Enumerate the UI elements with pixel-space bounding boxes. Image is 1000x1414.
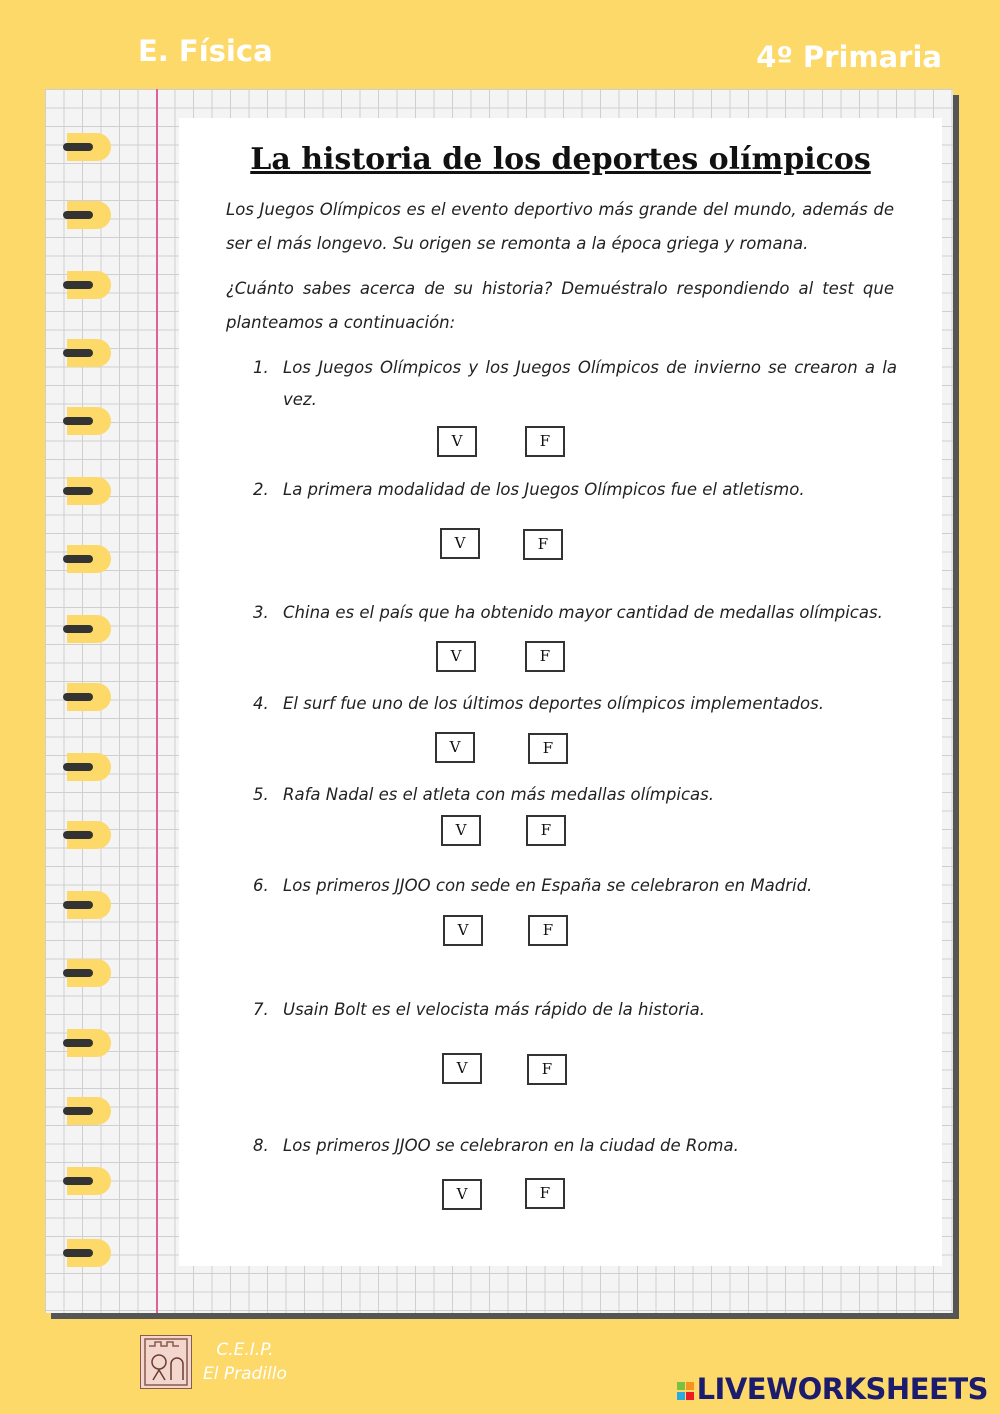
question-3	[253, 597, 897, 629]
false-checkbox-q6[interactable]: F	[528, 915, 568, 946]
false-checkbox-q8[interactable]: F	[525, 1178, 565, 1209]
true-checkbox-q1[interactable]: V	[437, 426, 477, 457]
spiral-ring	[67, 615, 111, 643]
true-checkbox-q4[interactable]: V	[435, 732, 475, 763]
question-number: 2.	[253, 480, 269, 499]
question-text: La primera modalidad de los Juegos Olímpicos fue el atletismo.	[283, 480, 805, 499]
question-text: El surf fue uno de los últimos deportes olímpicos implementados.	[283, 694, 824, 713]
intro-paragraph: ¿Cuánto sabes acerca de su historia? Demuéstralo respondiendo al test que planteamos a continuación:	[226, 279, 894, 332]
question-text: Usain Bolt es el velocista más rápido de la historia.	[283, 1000, 705, 1019]
true-checkbox-q5[interactable]: V	[441, 815, 481, 846]
false-checkbox-q2[interactable]: F	[523, 529, 563, 560]
question-5	[253, 779, 897, 811]
question-7	[253, 994, 897, 1026]
question-number: 3.	[253, 603, 269, 622]
false-checkbox-q7[interactable]: F	[527, 1054, 567, 1085]
question-8	[253, 1130, 897, 1162]
spiral-ring	[67, 1239, 111, 1267]
spiral-ring	[67, 1029, 111, 1057]
liveworksheets-brand[interactable]	[677, 1372, 988, 1406]
spiral-ring	[67, 477, 111, 505]
false-checkbox-q3[interactable]: F	[525, 641, 565, 672]
spiral-ring	[67, 545, 111, 573]
false-checkbox-q5[interactable]: F	[526, 815, 566, 846]
question-number: 8.	[253, 1136, 269, 1155]
question-text: Los primeros JJOO se celebraron en la ciudad de Roma.	[283, 1136, 739, 1155]
true-checkbox-q3[interactable]: V	[436, 641, 476, 672]
question-text: China es el país que ha obtenido mayor cantidad de medallas olímpicas.	[283, 603, 883, 622]
true-checkbox-q8[interactable]: V	[442, 1179, 482, 1210]
intro-paragraph: Los Juegos Olímpicos es el evento deportivo más grande del mundo, además de ser el más longevo. Su origen se remonta a la época griega y romana.	[226, 200, 894, 253]
false-checkbox-q4[interactable]: F	[528, 733, 568, 764]
spiral-ring	[67, 271, 111, 299]
spiral-ring	[67, 683, 111, 711]
spiral-ring	[67, 339, 111, 367]
school-logo-icon	[140, 1335, 192, 1389]
grade-label: 4º Primaria	[756, 40, 942, 74]
question-number: 5.	[253, 785, 269, 804]
question-6	[253, 870, 897, 902]
liveworksheets-logo-icon	[677, 1380, 695, 1402]
question-2	[253, 474, 897, 506]
spiral-ring	[67, 1167, 111, 1195]
school-line-1: C.E.I.P.	[216, 1340, 274, 1360]
true-checkbox-q7[interactable]: V	[442, 1053, 482, 1084]
false-checkbox-q1[interactable]: F	[525, 426, 565, 457]
school-line-2: El Pradillo	[203, 1364, 287, 1384]
question-text: Los Juegos Olímpicos y los Juegos Olímpicos de invierno se crearon a la vez.	[283, 358, 897, 409]
true-checkbox-q2[interactable]: V	[440, 528, 480, 559]
question-4	[253, 688, 897, 720]
spiral-ring	[67, 891, 111, 919]
question-number: 6.	[253, 876, 269, 895]
question-text: Los primeros JJOO con sede en España se celebraron en Madrid.	[283, 876, 813, 895]
margin-line	[156, 89, 158, 1313]
worksheet-title: La historia de los deportes olímpicos	[250, 142, 871, 177]
spiral-ring	[67, 201, 111, 229]
spiral-ring	[67, 133, 111, 161]
question-1	[253, 352, 897, 416]
question-number: 4.	[253, 694, 269, 713]
spiral-ring	[67, 821, 111, 849]
true-checkbox-q6[interactable]: V	[443, 915, 483, 946]
spiral-ring	[67, 1097, 111, 1125]
question-number: 1.	[253, 358, 269, 377]
school-name	[203, 1338, 287, 1386]
question-text: Rafa Nadal es el atleta con más medallas olímpicas.	[283, 785, 714, 804]
spiral-ring	[67, 407, 111, 435]
spiral-ring	[67, 959, 111, 987]
brand-text: LIVEWORKSHEETS	[696, 1372, 988, 1406]
subject-label: E. Física	[138, 34, 273, 68]
worksheet-paper	[179, 118, 942, 1266]
question-number: 7.	[253, 1000, 269, 1019]
spiral-ring	[67, 753, 111, 781]
